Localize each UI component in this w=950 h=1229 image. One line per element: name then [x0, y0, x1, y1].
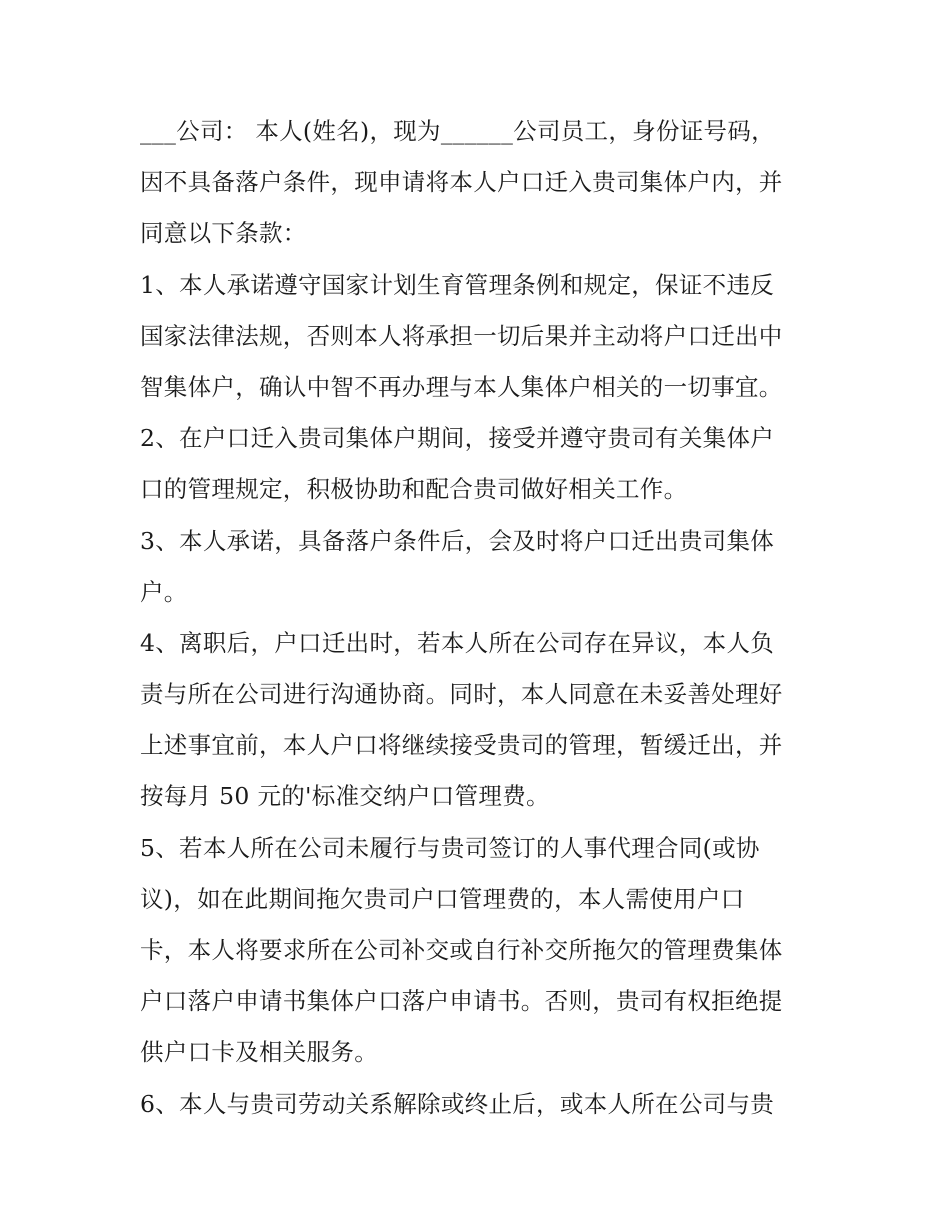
text-line: 议)，如在此期间拖欠贵司户口管理费的，本人需使用户口	[140, 884, 745, 913]
text-line: 供户口卡及相关服务。	[140, 1038, 378, 1067]
text-line: 6、本人与贵司劳动关系解除或终止后，或本人所在公司与贵	[140, 1089, 775, 1118]
text-line: ___公司： 本人(姓名)，现为______公司员工，身份证号码，	[140, 117, 775, 145]
text-line: 智集体户，确认中智不再办理与本人集体户相关的一切事宜。	[140, 372, 783, 401]
text-line: 因不具备落户条件，现申请将本人户口迁入贵司集体户内，并	[140, 168, 783, 197]
text-line: 口的管理规定，积极协助和配合贵司做好相关工作。	[140, 475, 688, 504]
text-line: 同意以下条款：	[140, 219, 307, 248]
text-line: 1、本人承诺遵守国家计划生育管理条例和规定，保证不违反	[140, 270, 775, 299]
text-line: 责与所在公司进行沟通协商。同时，本人同意在未妥善处理好	[140, 680, 783, 709]
text-line: 国家法律法规，否则本人将承担一切后果并主动将户口迁出中	[140, 321, 783, 350]
text-line: 上述事宜前，本人户口将继续接受贵司的管理，暂缓迁出，并	[140, 731, 783, 760]
text-line: 户。	[140, 577, 188, 606]
text-line: 4、离职后，户口迁出时，若本人所在公司存在异议，本人负	[140, 628, 775, 657]
text-line: 户口落户申请书集体户口落户申请书。否则，贵司有权拒绝提	[140, 987, 783, 1016]
text-line: 按每月 50 元的'标准交纳户口管理费。	[140, 782, 550, 811]
text-line: 3、本人承诺，具备落户条件后，会及时将户口迁出贵司集体	[140, 526, 775, 555]
text-line: 2、在户口迁入贵司集体户期间，接受并遵守贵司有关集体户	[140, 424, 775, 453]
document-body	[140, 106, 820, 1130]
text-line: 卡，本人将要求所在公司补交或自行补交所拖欠的管理费集体	[140, 936, 783, 964]
text-line: 5、若本人所在公司未履行与贵司签订的人事代理合同(或协	[140, 833, 760, 862]
